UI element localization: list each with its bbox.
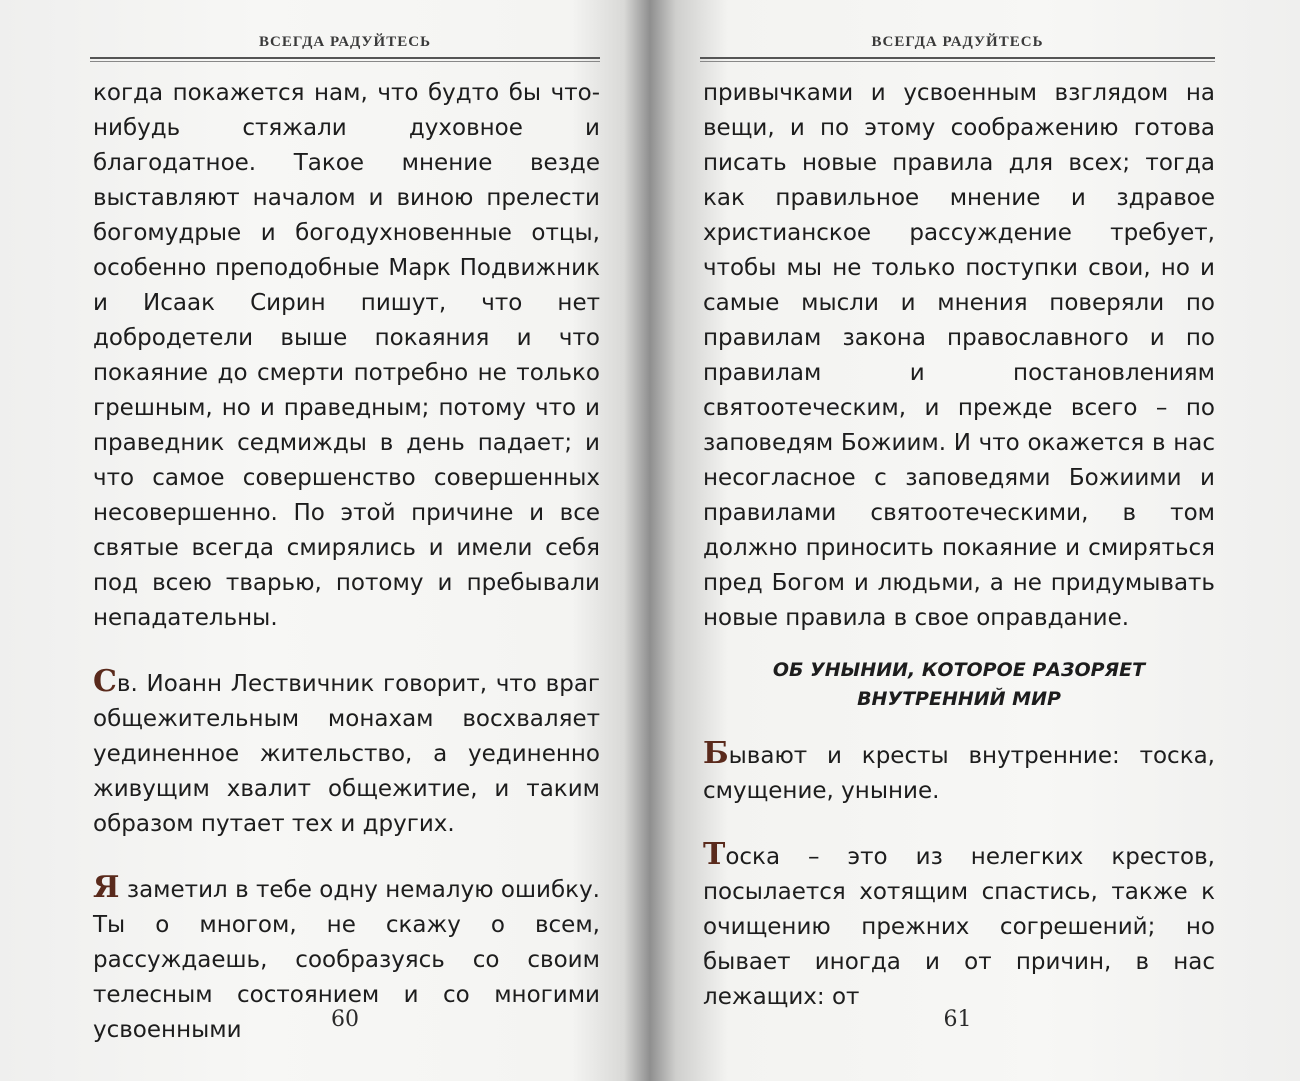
left-header-rule-thin xyxy=(90,61,600,62)
section-heading-line-2: ВНУТРЕННИЙ МИР xyxy=(857,688,1061,710)
left-body-text xyxy=(93,76,600,1048)
section-heading-line-1: ОБ УНЫНИИ, КОТОРОЕ РАЗОРЯЕТ xyxy=(772,659,1146,681)
drop-cap-b: Б xyxy=(703,736,729,771)
drop-cap-s: С xyxy=(93,664,117,699)
right-paragraph-3-text: оска – это из нелегких крестов, посылается хотящим спастись, также к очищению прежних согрешений; но бывает иногда и от причин, в нас лежащих: от xyxy=(703,844,1215,1010)
drop-cap-ya: Я xyxy=(93,870,120,905)
right-paragraph-3 xyxy=(703,837,1215,1015)
left-paragraph-1: когда покажется нам, что будто бы что-нибудь стяжали духовное и благодатное. Такое мнение везде выставляют началом и виною прелести богомудрые и богодухновенные отцы, особенно преподобные Марк Подвижник и Исаак Сирин пишут, что нет добродетели выше покаяния и что покаяние до смерти потребно не только грешным, но и праведным; потому что и праведник седмижды в день падает; и что самое совершенство совершенных несовершенно. По этой причине и все святые всегда смирялись и имели себя под всею тварью, потому и пребывали непадательны. xyxy=(93,80,600,631)
section-heading xyxy=(703,656,1215,714)
right-page xyxy=(700,0,1215,1081)
right-paragraph-2-text: ывают и кресты внутренние: тоска, смущение, уныние. xyxy=(703,743,1215,804)
left-running-head: ВСЕГДА РАДУЙТЕСЬ xyxy=(259,34,431,50)
left-paragraph-2-text: в. Иоанн Лествичник говорит, что враг общежительным монахам восхваляет уединенное жительство, а уединенно живущим хвалит общежитие, и таким образом путает тех и других. xyxy=(93,671,600,837)
right-header-rule-thin xyxy=(700,61,1215,62)
left-paragraph-2 xyxy=(93,664,600,842)
right-header-rule xyxy=(700,57,1215,59)
left-paragraph-3-text: заметил в тебе одну немалую ошибку. Ты о многом, не скажу о всем, рассуждаешь, сообразуясь со своим телесным состоянием и со многими усвоенными xyxy=(93,877,600,1043)
right-page-number: 61 xyxy=(943,1007,972,1032)
left-page xyxy=(90,0,600,1081)
drop-cap-t: Т xyxy=(703,837,726,872)
right-running-head: ВСЕГДА РАДУЙТЕСЬ xyxy=(871,34,1044,50)
left-header-rule xyxy=(90,57,600,59)
right-body-text xyxy=(703,76,1215,1015)
right-paragraph-2 xyxy=(703,736,1215,809)
right-paragraph-1: привычками и усвоенным взглядом на вещи, и по этому соображению готова писать новые правила для всех; тогда как правильное мнение и здравое христианское рассуждение требует, чтобы мы не только поступки свои, но и самые мысли и мнения поверяли по правилам закона православного и по правилам и постановлениям святоотеческим, и прежде всего – по заповедям Божиим. И что окажется в нас несогласное с заповедями Божиими и правилами святоотеческими, в том должно приносить покаяние и смиряться пред Богом и людьми, а не придумывать новые правила в свое оправдание. xyxy=(703,80,1215,631)
left-page-number: 60 xyxy=(331,1007,359,1032)
